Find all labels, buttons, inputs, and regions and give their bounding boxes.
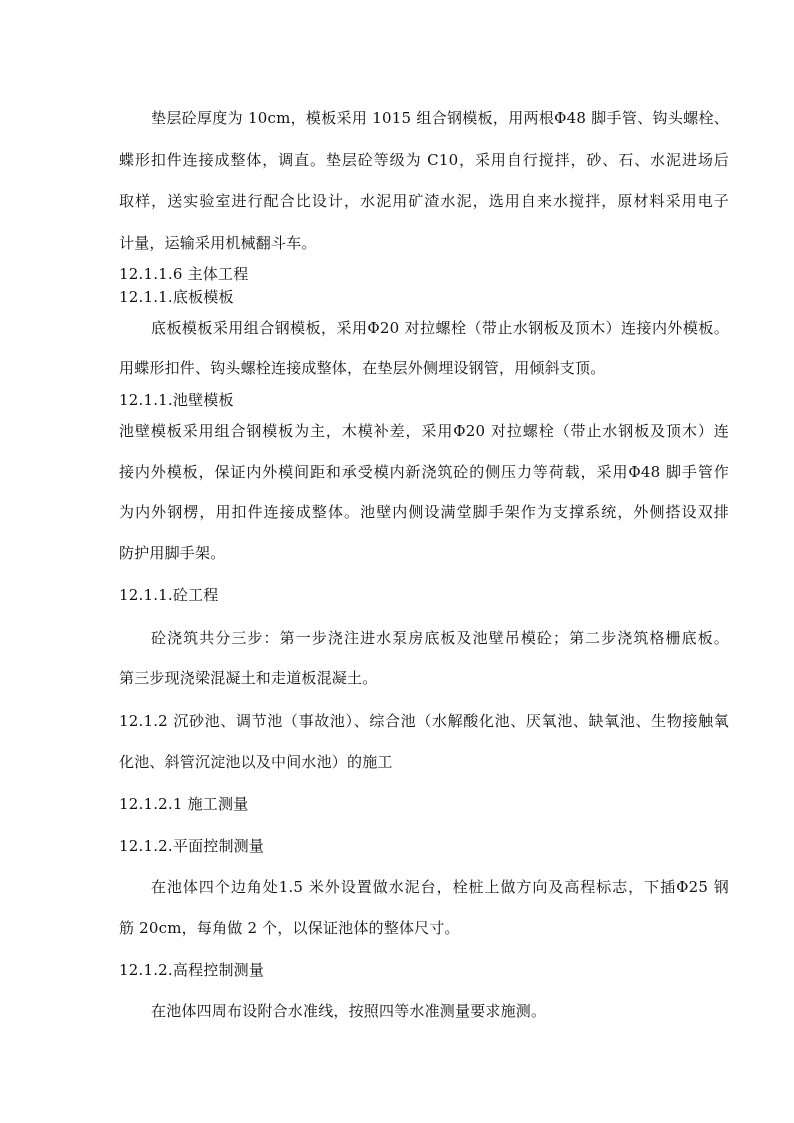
- section-heading: 12.1.1.砼工程: [119, 586, 219, 604]
- section-heading: 12.1.1.池壁模板: [119, 391, 234, 409]
- paragraph-line: 第三步现浇梁混凝土和走道板混凝土。: [119, 669, 378, 687]
- paragraph-line: 防护用脚手架。: [119, 544, 226, 562]
- paragraph-line: 池壁模板采用组合钢模板为主，木模补差，采用Φ20 对拉螺栓（带止水钢板及顶木）连: [119, 422, 729, 440]
- paragraph-line: 在池体四周布设附合水准线，按照四等水准测量要求施测。: [151, 1002, 547, 1020]
- paragraph-line: 用蝶形扣件、钩头螺栓连接成整体，在垫层外侧埋设钢管，用倾斜支顶。: [119, 359, 606, 377]
- section-heading: 12.1.1.6 主体工程: [119, 265, 249, 283]
- paragraph-line: 在池体四个边角处1.5 米外设置做水泥台，栓桩上做方向及高程标志，下插Φ25 钢: [151, 878, 729, 896]
- paragraph-line: 为内外钢楞，用扣件连接成整体。池壁内侧设满堂脚手架作为支撑系统，外侧搭设双排: [119, 503, 729, 521]
- paragraph-line: 蝶形扣件连接成整体，调直。垫层砼等级为 C10，采用自行搅拌，砂、石、水泥进场后: [119, 151, 729, 169]
- paragraph-line: 计量，运输采用机械翻斗车。: [119, 234, 317, 252]
- section-heading: 12.1.2 沉砂池、调节池（事故池）、综合池（水解酸化池、厌氧池、缺氧池、生物接触氧: [119, 712, 729, 730]
- paragraph-line: 接内外模板，保证内外模间距和承受模内新浇筑砼的侧压力等荷载，采用Φ48 脚手管作: [119, 463, 729, 481]
- section-heading: 12.1.2.高程控制测量: [119, 961, 265, 979]
- paragraph-line: 垫层砼厚度为 10cm，模板采用 1015 组合钢模板，用两根Φ48 脚手管、钩头螺栓、: [151, 109, 729, 127]
- section-heading: 12.1.1.底板模板: [119, 288, 234, 306]
- section-heading: 化池、斜管沉淀池以及中间水池）的施工: [119, 753, 393, 771]
- section-heading: 12.1.2.平面控制测量: [119, 837, 265, 855]
- section-heading: 12.1.2.1 施工测量: [119, 795, 249, 813]
- paragraph-line: 取样，送实验室进行配合比设计，水泥用矿渣水泥，选用自来水搅拌，原材料采用电子: [119, 192, 729, 210]
- paragraph-line: 筋 20cm，每角做 2 个，以保证池体的整体尺寸。: [119, 919, 460, 937]
- paragraph-line: 底板模板采用组合钢模板，采用Φ20 对拉螺栓（带止水钢板及顶木）连接内外模板。: [151, 319, 729, 337]
- paragraph-line: 砼浇筑共分三步：第一步浇注进水泵房底板及池壁吊模砼；第二步浇筑格栅底板。: [151, 629, 729, 647]
